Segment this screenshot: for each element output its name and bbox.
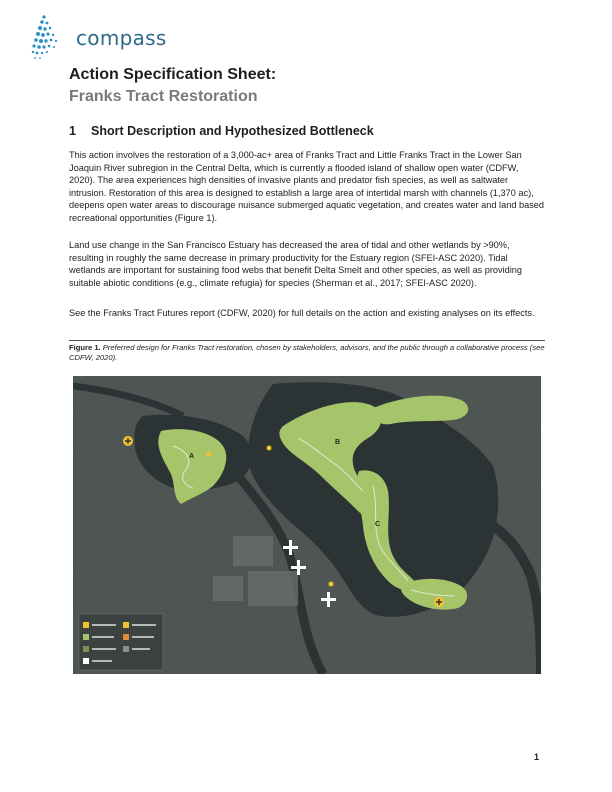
compass-logo <box>30 14 170 60</box>
paragraph-description: This action involves the restoration of a 3,000-ac+ area of Franks Tract and Little Franks Tract in the Lower San Joaquin River subregion in the Central Delta, which is currently a flooded island of shallow open water (CDFW, 2020). The area experiences high densities of invasive plants and predator fish species, as well as saltwater intrusion. Restoration of this area is designed to establish a large area of intertidal marsh with channels (1,370 ac), deepens open water areas to discourage nuisance submerged aquatic vegetation, and creates water and land based recreational opportunities (Figure 1). <box>69 150 545 223</box>
page-subtitle: Franks Tract Restoration <box>69 88 258 105</box>
page-number: 1 <box>534 752 540 762</box>
map-legend <box>79 614 163 670</box>
section-number: 1 <box>69 124 76 138</box>
page-title: Action Specification Sheet: <box>69 66 277 83</box>
map-label-c: C <box>375 521 381 528</box>
paragraph-land-use: Land use change in the San Francisco Estuary has decreased the area of tidal and other wetlands by >90%, resulting in roughly the same decrease in primary productivity for the Estuary region (SFEI-ASC 2020). Tidal wetlands are important for sustaining food webs that benefit Delta Smelt and other species, as well as providing suitable abiotic conditions (e.g., climate refugia) for species (Sherman et al., 2017; SFEI-ASC 2020). <box>69 240 522 288</box>
map-label-b: B <box>335 439 341 446</box>
figure-label: Figure 1. <box>69 343 101 352</box>
marker-dot-icon <box>207 452 212 457</box>
paragraph-see-report: See the Franks Tract Futures report (CDFW, 2020) for full details on the action and existing analyses on its effects. <box>69 308 535 318</box>
figure-caption-text: Preferred design for Franks Tract restoration, chosen by stakeholders, advisors, and the public through a collaborative process (see CDFW, 2020). <box>69 343 545 362</box>
marker-dot-icon-2 <box>267 446 272 451</box>
franks-tract-map <box>73 376 541 674</box>
map-label-a: A <box>189 453 195 460</box>
section-title: Short Description and Hypothesized Bottleneck <box>91 124 374 138</box>
section-heading <box>69 124 374 138</box>
compass-dots-icon <box>30 14 74 60</box>
marker-dot-icon-3 <box>329 582 334 587</box>
figure-caption <box>69 340 545 363</box>
brand-name: compass <box>76 26 167 50</box>
